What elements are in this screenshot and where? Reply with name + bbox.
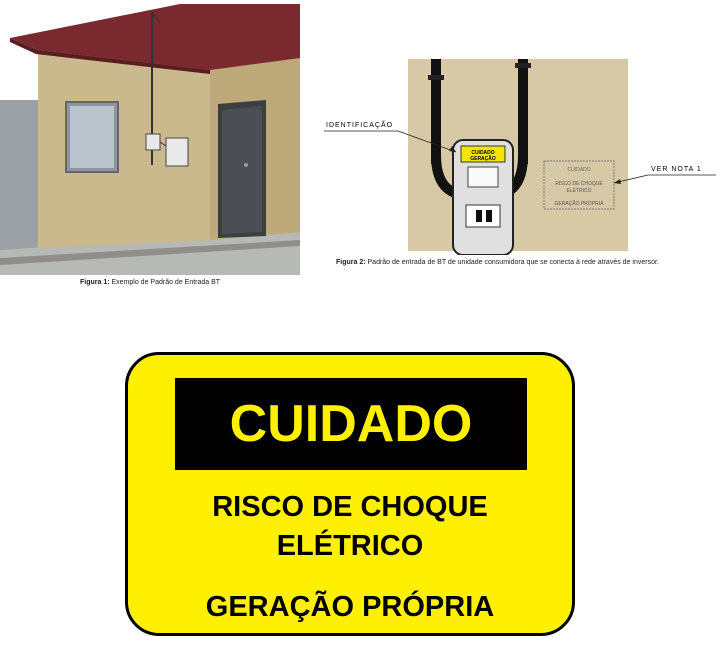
sign-title: CUIDADO xyxy=(175,378,527,470)
sign-line-risco: RISCO DE CHOQUE xyxy=(212,491,488,523)
identificacao-label: IDENTIFICAÇÃO xyxy=(326,122,394,129)
sign-line-geracao: GERAÇÃO PRÓPRIA xyxy=(205,591,495,623)
figure-1-illustration xyxy=(0,0,300,275)
warning-sign xyxy=(125,352,575,636)
figure-2-caption: Figura 2: Padrão de entrada de BT de unidade consumidora que se conecta à rede através de inversor. xyxy=(336,259,659,266)
figure-2-illustration xyxy=(318,55,718,255)
meter-sticker-line1: CUIDADO xyxy=(471,150,495,156)
wall-plate-line2: RISCO DE CHOQUE xyxy=(555,181,603,187)
nota-label: VER NOTA 1 xyxy=(651,166,702,173)
meter-sticker-line2: GERAÇÃO xyxy=(470,156,496,162)
wall-plate-line1: CUIDADO xyxy=(567,167,591,173)
figure-1-caption: Figura 1: Exemplo de Padrão de Entrada BT xyxy=(80,279,221,286)
wall-plate-line3: ELÉTRICO xyxy=(566,188,592,194)
wall-plate-line4: GERAÇÃO PRÓPRIA xyxy=(554,201,604,207)
sign-line-eletrico: ELÉTRICO xyxy=(276,530,424,562)
